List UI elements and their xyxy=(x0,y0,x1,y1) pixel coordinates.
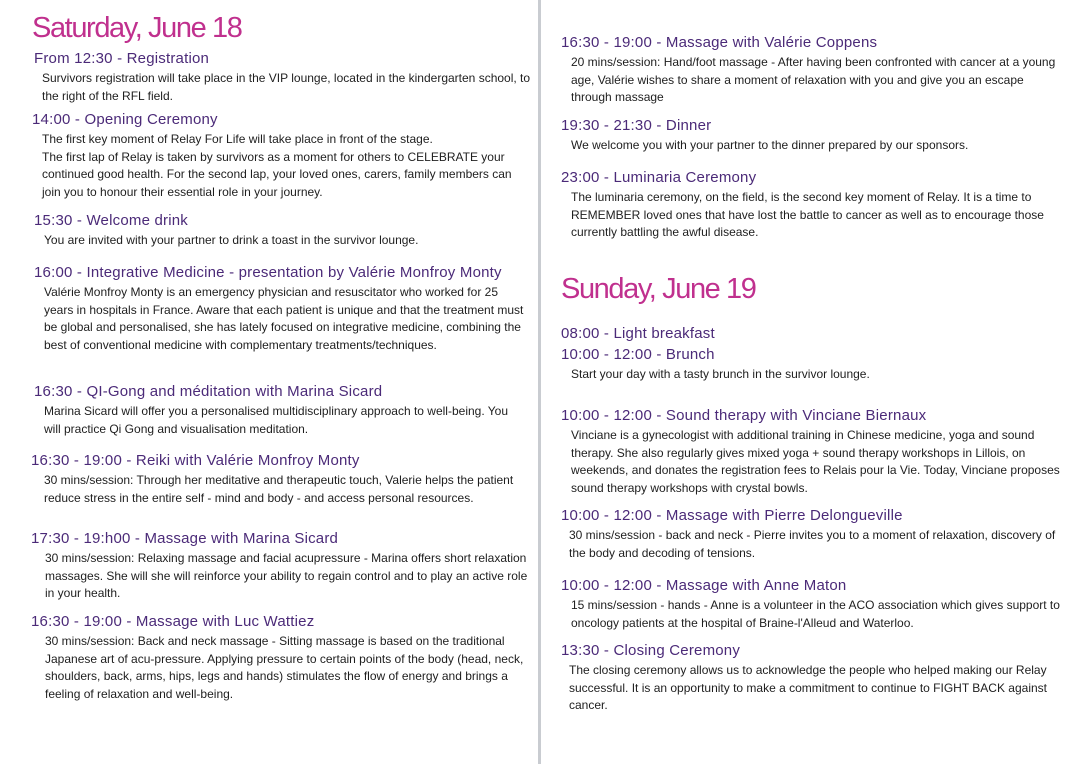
event-description xyxy=(44,472,534,507)
schedule-event xyxy=(34,49,532,105)
event-title: 10:00 - 12:00 - Massage with Anne Maton xyxy=(561,577,847,594)
schedule-event xyxy=(32,110,532,201)
event-description-paragraph: The luminaria ceremony, on the field, is the second key moment of Relay. It is a time to REMEMBER loved ones that have lost the battle to cancer as well as to encourage those currently battling the awful disease. xyxy=(571,190,1044,239)
event-title: 13:30 - Closing Ceremony xyxy=(561,642,741,659)
event-description-paragraph: 15 mins/session - hands - Anne is a volunteer in the ACO association which gives support to oncology patients at the hospital of Braine-l'Alleud and Waterloo. xyxy=(571,598,1060,630)
schedule-event xyxy=(561,116,1061,155)
event-description xyxy=(571,54,1061,107)
schedule-event xyxy=(34,382,514,438)
event-description xyxy=(569,527,1067,562)
schedule-event xyxy=(561,168,1071,242)
event-description-paragraph: 30 mins/session: Relaxing massage and facial acupressure - Marina offers short relaxation massages. She will she will reinforce your ability to regain control and to play an active role in your health. xyxy=(45,551,528,600)
event-description-paragraph: Survivors registration will take place in the VIP lounge, located in the kindergarten school, to the right of the RFL field. xyxy=(42,71,531,103)
event-title: 23:00 - Luminaria Ceremony xyxy=(561,169,757,186)
schedule-event xyxy=(561,345,1061,384)
event-description-paragraph: 30 mins/session - back and neck - Pierre invites you to a moment of relaxation, discovery of the body and decoding of tensions. xyxy=(569,528,1056,560)
event-title: 08:00 - Light breakfast xyxy=(561,325,715,342)
event-description-paragraph: You are invited with your partner to drink a toast in the survivor lounge. xyxy=(44,233,419,247)
event-description-paragraph: Start your day with a tasty brunch in the survivor lounge. xyxy=(571,367,870,381)
schedule-event xyxy=(561,576,1061,632)
event-description-paragraph: Vinciane is a gynecologist with additional training in Chinese medicine, yoga and sound therapy. She also regularly gives mixed yoga + sound therapy workshops in Lillois, on weekends, and donates the registration fees to Relais pour la Vie. Today, Vinciane proposes sound therapy workshops with crystal bowls. xyxy=(571,428,1060,495)
schedule-event xyxy=(34,263,530,354)
event-description xyxy=(571,366,1061,384)
event-title: 16:30 - 19:00 - Massage with Valérie Coppens xyxy=(561,34,878,51)
event-description xyxy=(44,284,530,354)
right-column xyxy=(541,0,1080,764)
event-description xyxy=(569,662,1059,715)
schedule-event xyxy=(34,211,514,250)
event-title: 16:30 - 19:00 - Massage with Luc Wattiez xyxy=(31,613,315,630)
event-title: 10:00 - 12:00 - Sound therapy with Vinciane Biernaux xyxy=(561,407,927,424)
schedule-event xyxy=(31,529,535,603)
event-description xyxy=(571,427,1069,497)
event-title: 16:30 - QI-Gong and méditation with Marina Sicard xyxy=(34,383,383,400)
event-title: 10:00 - 12:00 - Brunch xyxy=(561,346,715,363)
event-title: 16:30 - 19:00 - Reiki with Valérie Monfroy Monty xyxy=(31,452,360,469)
schedule-event xyxy=(31,451,534,507)
left-column xyxy=(0,0,538,764)
event-title: 19:30 - 21:30 - Dinner xyxy=(561,117,712,134)
schedule-event xyxy=(561,33,1061,107)
event-description xyxy=(42,70,532,105)
event-description xyxy=(45,550,535,603)
event-title: 14:00 - Opening Ceremony xyxy=(32,111,218,128)
event-description xyxy=(571,189,1071,242)
schedule-event xyxy=(561,324,715,344)
event-description-paragraph: We welcome you with your partner to the dinner prepared by our sponsors. xyxy=(571,138,969,152)
event-description xyxy=(44,403,514,438)
event-description-paragraph: The first lap of Relay is taken by survivors as a moment for others to CELEBRATE your continued good health. For the second lap, your loved ones, carers, family members can join you to honour their essential role in your journey. xyxy=(42,149,512,199)
event-description-paragraph: 30 mins/session: Through her meditative and therapeutic touch, Valerie helps the patient reduce stress in the entire self - mind and body - and access personal resources. xyxy=(44,473,514,505)
event-description-paragraph: The first key moment of Relay For Life will take place in front of the stage. xyxy=(42,132,433,146)
event-description-paragraph: Marina Sicard will offer you a personalised multidisciplinary approach to well-being. You will practice Qi Gong and visualisation meditation. xyxy=(44,404,509,436)
schedule-event xyxy=(31,612,535,703)
event-description xyxy=(571,597,1061,632)
sunday-heading: Sunday, June 19 xyxy=(561,273,756,305)
event-title: From 12:30 - Registration xyxy=(34,50,210,67)
event-description-paragraph: 30 mins/session: Back and neck massage - Sitting massage is based on the traditional Japanese art of acu-pressure. Applying pressure to certain points of the body (head, neck, shoulders, back, arms, hips, legs and hands) stimulates the flow of energy and brings a feeling of relaxation and well-being. xyxy=(45,634,524,701)
event-description-paragraph: Valérie Monfroy Monty is an emergency physician and resuscitator who worked for 25 years in hospitals in France. Aware that each patient is unique and that the treatment must be global and personalised, she has lately focused on integrative medicine, combining the best of conventional medicine with complementary treatments/techniques. xyxy=(44,285,524,352)
event-description-paragraph: 20 mins/session: Hand/foot massage - After having been confronted with cancer at a young age, Valérie wishes to share a moment of relaxation with you and give you an escape through massage xyxy=(571,55,1056,104)
saturday-heading: Saturday, June 18 xyxy=(32,12,242,44)
event-description xyxy=(45,633,535,703)
event-description-paragraph: The closing ceremony allows us to acknowledge the people who helped making our Relay successful. It is an opportunity to make a commitment to continue to FIGHT BACK against cancer. xyxy=(569,663,1047,712)
event-title: 16:00 - Integrative Medicine - presentation by Valérie Monfroy Monty xyxy=(34,264,502,281)
event-description xyxy=(44,232,514,250)
event-title: 15:30 - Welcome drink xyxy=(34,212,188,229)
event-description xyxy=(571,137,1061,155)
schedule-event xyxy=(561,641,1059,715)
event-title: 17:30 - 19:h00 - Massage with Marina Sicard xyxy=(31,530,339,547)
schedule-event xyxy=(561,506,1067,562)
schedule-event xyxy=(561,406,1069,497)
event-title: 10:00 - 12:00 - Massage with Pierre Delongueville xyxy=(561,507,903,524)
event-description xyxy=(42,131,532,201)
